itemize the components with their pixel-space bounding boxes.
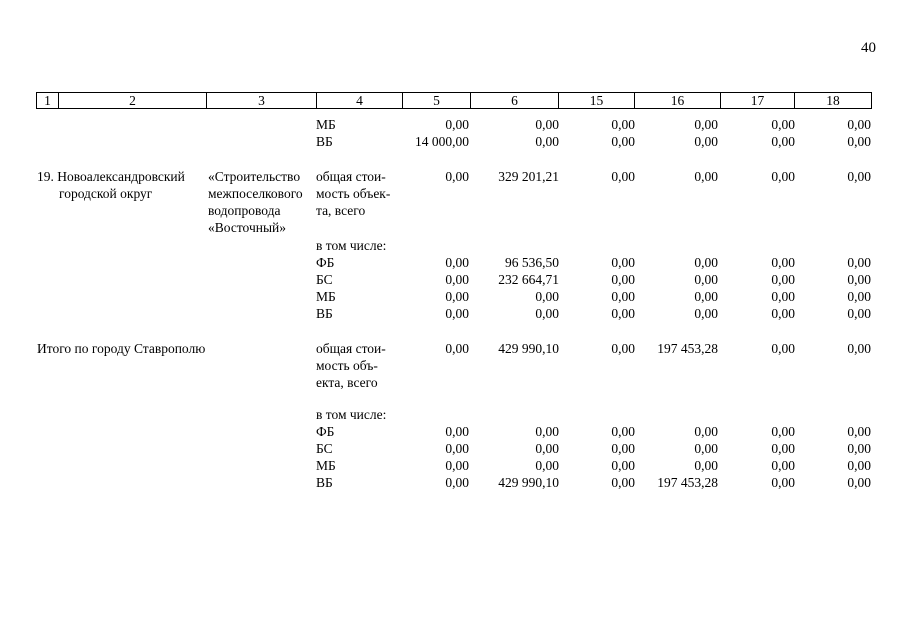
cell-col17: 0,00	[771, 441, 795, 456]
cell-col18: 0,00	[847, 441, 871, 456]
row-label: МБ	[316, 289, 336, 304]
municipality-name-cont: городской округ	[59, 186, 153, 201]
cell-col6: 329 201,21	[498, 169, 559, 184]
cell-col16: 0,00	[694, 289, 718, 304]
cell-col17: 0,00	[771, 289, 795, 304]
cell-col5: 0,00	[445, 272, 469, 287]
cell-col18: 0,00	[847, 475, 871, 490]
cell-col15: 0,00	[611, 134, 635, 149]
cell-col17: 0,00	[771, 424, 795, 439]
header-col-15: 15	[559, 93, 635, 108]
cell-col5: 0,00	[445, 475, 469, 490]
object-name-line: «Восточный»	[208, 220, 287, 235]
cell-col5: 0,00	[445, 255, 469, 270]
header-col-5: 5	[403, 93, 471, 108]
header-col-16: 16	[635, 93, 721, 108]
cell-col16: 0,00	[694, 306, 718, 321]
cell-col5: 0,00	[445, 424, 469, 439]
row-label: ФБ	[316, 255, 335, 270]
cell-col16: 197 453,28	[657, 475, 718, 490]
cell-col17: 0,00	[771, 255, 795, 270]
cell-col15: 0,00	[611, 272, 635, 287]
total-name: Итого по городу Ставрополю	[37, 341, 206, 356]
cell-col6: 429 990,10	[498, 341, 559, 356]
including-label: в том числе:	[316, 238, 387, 253]
total-cost-label-line: екта, всего	[316, 375, 378, 390]
row-label: ВБ	[316, 475, 333, 490]
cell-col5: 0,00	[445, 341, 469, 356]
row-label: ВБ	[316, 134, 333, 149]
cell-col18: 0,00	[847, 255, 871, 270]
cell-col16: 197 453,28	[657, 341, 718, 356]
cell-col18: 0,00	[847, 169, 871, 184]
cell-col16: 0,00	[694, 134, 718, 149]
cell-col5: 0,00	[445, 169, 469, 184]
header-col-4: 4	[317, 93, 403, 108]
cell-col16: 0,00	[694, 255, 718, 270]
cell-col17: 0,00	[771, 341, 795, 356]
header-col-17: 17	[721, 93, 795, 108]
header-col-2: 2	[59, 93, 207, 108]
cell-col18: 0,00	[847, 424, 871, 439]
row-label: ФБ	[316, 424, 335, 439]
total-cost-label-line: мость объек-	[316, 186, 391, 201]
cell-col17: 0,00	[771, 117, 795, 132]
cell-col15: 0,00	[611, 169, 635, 184]
cell-col18: 0,00	[847, 272, 871, 287]
cell-col6: 96 536,50	[505, 255, 559, 270]
header-col-1: 1	[37, 93, 59, 108]
cell-col18: 0,00	[847, 289, 871, 304]
cell-col6: 0,00	[535, 134, 559, 149]
cell-col16: 0,00	[694, 169, 718, 184]
cell-col18: 0,00	[847, 306, 871, 321]
total-cost-label-line: мость объ-	[316, 358, 378, 373]
municipality-name: 19. Новоалександровский	[37, 169, 185, 184]
cell-col5: 0,00	[445, 458, 469, 473]
row-label: МБ	[316, 458, 336, 473]
cell-col16: 0,00	[694, 458, 718, 473]
cell-col17: 0,00	[771, 475, 795, 490]
cell-col5: 14 000,00	[415, 134, 469, 149]
object-name-line: «Строительство	[208, 169, 301, 184]
cell-col15: 0,00	[611, 441, 635, 456]
cell-col6: 0,00	[535, 289, 559, 304]
row-label: ВБ	[316, 306, 333, 321]
cell-col17: 0,00	[771, 306, 795, 321]
cell-col15: 0,00	[611, 475, 635, 490]
total-cost-label-line: общая стои-	[316, 341, 386, 356]
object-name-line: водопровода	[208, 203, 281, 218]
cell-col16: 0,00	[694, 441, 718, 456]
cell-col6: 0,00	[535, 458, 559, 473]
row-label: БС	[316, 272, 333, 287]
cell-col15: 0,00	[611, 117, 635, 132]
cell-col6: 429 990,10	[498, 475, 559, 490]
cell-col18: 0,00	[847, 458, 871, 473]
cell-col16: 0,00	[694, 424, 718, 439]
total-cost-label-line: общая стои-	[316, 169, 386, 184]
header-col-6: 6	[471, 93, 559, 108]
header-col-3: 3	[207, 93, 317, 108]
cell-col5: 0,00	[445, 306, 469, 321]
cell-col15: 0,00	[611, 424, 635, 439]
cell-col17: 0,00	[771, 272, 795, 287]
cell-col15: 0,00	[611, 341, 635, 356]
cell-col17: 0,00	[771, 169, 795, 184]
cell-col15: 0,00	[611, 255, 635, 270]
page-number: 40	[861, 40, 876, 56]
cell-col18: 0,00	[847, 117, 871, 132]
cell-col18: 0,00	[847, 134, 871, 149]
cell-col6: 0,00	[535, 424, 559, 439]
cell-col16: 0,00	[694, 117, 718, 132]
including-label: в том числе:	[316, 407, 387, 422]
object-name-line: межпоселкового	[208, 186, 303, 201]
cell-col15: 0,00	[611, 458, 635, 473]
cell-col5: 0,00	[445, 289, 469, 304]
cell-col6: 0,00	[535, 306, 559, 321]
cell-col17: 0,00	[771, 458, 795, 473]
header-table	[36, 92, 872, 109]
cell-col5: 0,00	[445, 441, 469, 456]
cell-col15: 0,00	[611, 289, 635, 304]
header-col-18: 18	[826, 93, 840, 108]
row-label: МБ	[316, 117, 336, 132]
cell-col6: 232 664,71	[498, 272, 559, 287]
cell-col6: 0,00	[535, 441, 559, 456]
cell-col15: 0,00	[611, 306, 635, 321]
cell-col18: 0,00	[847, 341, 871, 356]
cell-col16: 0,00	[694, 272, 718, 287]
cell-col6: 0,00	[535, 117, 559, 132]
cell-col5: 0,00	[445, 117, 469, 132]
total-cost-label-line: та, всего	[316, 203, 366, 218]
row-label: БС	[316, 441, 333, 456]
cell-col17: 0,00	[771, 134, 795, 149]
